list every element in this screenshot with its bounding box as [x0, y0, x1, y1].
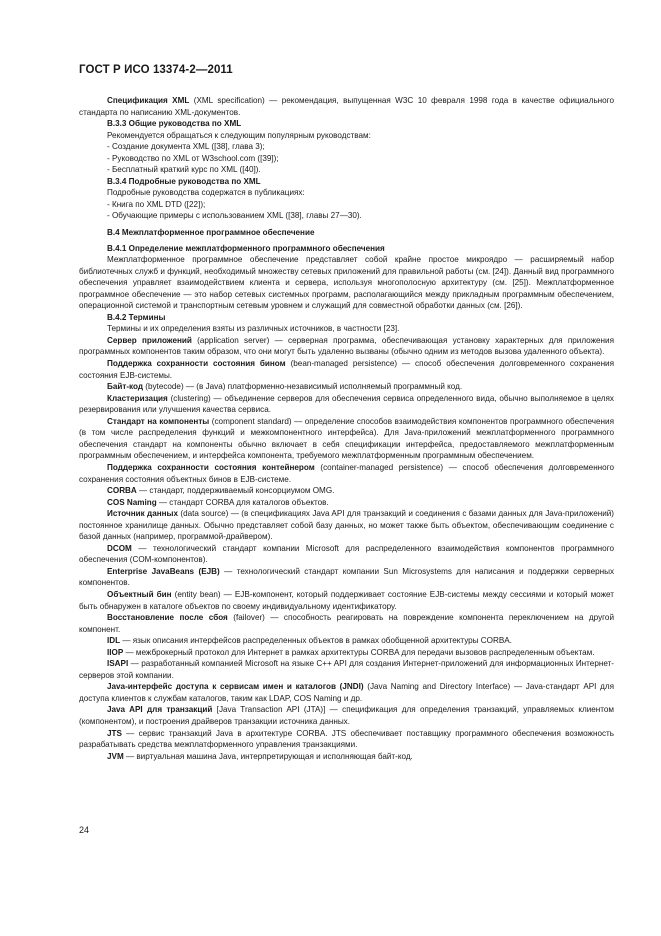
term: Восстановление после сбоя: [107, 613, 228, 623]
term: ISAPI: [107, 659, 129, 669]
term: Стандарт на компоненты: [107, 416, 210, 426]
paragraph-text: (container-managed persistence) — способ обеспечения долговременного сохранения состояния объектных бинов в EJB-системе.: [79, 462, 614, 484]
paragraph: [79, 704, 614, 727]
paragraph-text: - Книга по XML DTD ([22]);: [107, 199, 206, 209]
term: Объектный бин: [107, 589, 172, 599]
section-heading: [79, 243, 614, 255]
paragraph-text: (data source) — (в спецификациях Java API для транзакций и соединения с базами данных для Java-приложений) постоянное хранилище данных. Обычно представляет собой базу данных, но может также быть объектом, обеспечивающим соединение с базой данных (например, программой-драйвером).: [79, 509, 615, 542]
paragraph: [79, 543, 614, 566]
paragraph-text: (entity bean) — EJB-компонент, который поддерживает состояние EJB-системы между сессиями и который может быть обнаружен в каталоге объектов по своему индивидуальному идентификатору.: [79, 589, 614, 611]
paragraph-text: - Руководство по XML от W3school.com ([39]);: [107, 153, 279, 163]
term: Источник данных: [107, 509, 179, 519]
paragraph-text: — технологический стандарт компании Microsoft для распределенного взаимодействия компонентов программного обеспечения (COM-компонентов).: [79, 543, 614, 565]
paragraph-text: (bytecode) — (в Java) платформенно-независимый исполняемый программный код.: [143, 382, 463, 392]
paragraph: [79, 728, 614, 751]
paragraph-text: — межброкерный протокол для Интернет в рамках архитектуры CORBA для передачи вызовов распределенным объектам.: [123, 647, 595, 657]
paragraph-text: — виртуальная машина Java, интерпретирующая и исполняющая байт-код.: [123, 751, 413, 761]
paragraph-text: — технологический стандарт компании Sun Microsystems для написания и поддержки серверных компонентов.: [79, 566, 614, 588]
term: COS Naming: [107, 497, 157, 507]
paragraph: [79, 199, 614, 211]
paragraph-text: (XML specification) — рекомендация, выпущенная W3C 10 февраля 1998 года в качестве официального стандарта по написанию XML-документов.: [79, 96, 614, 117]
paragraph-text: - Бесплатный краткий курс по XML ([40]).: [107, 165, 261, 175]
term: Поддержка сохранности состояния бином: [107, 359, 286, 369]
paragraph-text: (bean-managed persistence) — способ обеспечения долговременного сохранения состояния EJB-системы.: [79, 359, 614, 380]
paragraph-text: [Java Transaction API (JTA)] — спецификация для определения транзакций, управляемых клиентом (компонентом), и построения драйверов транзакции источника данных.: [79, 705, 614, 726]
term: Java-интерфейс доступа к сервисам имен и каталогов (JNDI): [107, 682, 364, 692]
document-body: [79, 95, 614, 762]
paragraph: [79, 141, 614, 153]
paragraph-text: Межплатформенное программное обеспечение представляет собой крайне простое микроядро — расширяемый набор библиотечных служб и функций, необходимый множеству сетевых приложений для правильной работы (см. [24]). Данный вид программного обеспечения управляет взаимодействием клиента и сервера, используя многополосную архитектуру (см. [25]). Межплатформенное программное обеспечение — это набор сетевых системных программ, располагающийся между прикладным программным обеспечением, операционной системой и транспортным сетевым уровнем и служащий для совместной обработки данных (см. [26]).: [79, 255, 614, 311]
paragraph: [79, 187, 614, 199]
paragraph-text: — разработанный компанией Microsoft на языке C++ API для создания Интернет-приложений для информационных Интернет-серверов этой компании.: [79, 659, 614, 680]
paragraph-text: (failover) — способность реагировать на повреждение компонента переключением на другой компонент.: [79, 613, 614, 634]
term: IDL: [107, 636, 121, 646]
paragraph-text: - Обучающие примеры с использованием XML ([38], главы 27—30).: [107, 211, 362, 221]
paragraph: [79, 485, 614, 497]
paragraph: [79, 497, 614, 509]
paragraph: [79, 393, 614, 416]
paragraph-text: - Создание документа XML ([38], глава 3);: [107, 142, 265, 152]
paragraph: [79, 358, 614, 381]
paragraph-text: (clustering) — объединение серверов для обеспечения сервиса определенного вида, обычно выполняемое в целях резервирования или улучшения качества сервиса.: [79, 393, 614, 415]
paragraph-text: B.3.4 Подробные руководства по XML: [107, 176, 261, 186]
paragraph: [79, 612, 614, 635]
term: Кластеризация: [107, 393, 168, 403]
paragraph: [79, 462, 614, 485]
term: Enterprise JavaBeans (EJB): [107, 566, 220, 576]
paragraph-text: — стандарт CORBA для каталогов объектов.: [156, 497, 329, 507]
term: Байт-код: [107, 382, 144, 392]
term: JTS: [107, 728, 122, 738]
term: Сервер приложений: [107, 335, 192, 345]
paragraph: [79, 681, 614, 704]
paragraph: [79, 508, 614, 543]
paragraph: [79, 589, 614, 612]
paragraph: [79, 658, 614, 681]
term: JVM: [107, 751, 124, 761]
section-heading: [79, 227, 614, 239]
paragraph: [79, 381, 614, 393]
paragraph: [79, 153, 614, 165]
paragraph: [79, 416, 614, 462]
paragraph: [79, 254, 614, 312]
paragraph-text: (application server) — серверная программа, обеспечивающая установку характерных для приложения программных компонентов таким образом, что они могут быть удаленно вызваны (обычно одним из методов вызова удаленного объекта).: [79, 335, 614, 357]
paragraph: [79, 647, 614, 659]
section-heading: [79, 176, 614, 188]
paragraph: [79, 210, 614, 222]
paragraph: [79, 164, 614, 176]
paragraph-text: Подробные руководства содержатся в публикациях:: [107, 188, 305, 198]
page-number: 24: [79, 825, 90, 835]
term: Java API для транзакций: [107, 705, 213, 715]
paragraph-text: — язык описания интерфейсов распределенных объектов в рамках обобщенной архитектуры CORBA.: [120, 636, 512, 646]
section-heading: [79, 118, 614, 130]
paragraph: [79, 635, 614, 647]
paragraph: [79, 323, 614, 335]
paragraph: [79, 95, 614, 118]
document-header: ГОСТ Р ИСО 13374-2—2011: [79, 64, 233, 76]
section-heading: [79, 312, 614, 324]
paragraph-text: (Java Naming and Directory Interface) — Java-стандарт API для доступа клиентов к службам каталогов, таким как LDAP, COS Naming и др.: [79, 682, 614, 703]
paragraph: [79, 335, 614, 358]
paragraph-text: B.4.2 Термины: [107, 312, 166, 322]
term: Поддержка сохранности состояния контейнером: [107, 462, 315, 472]
paragraph-text: — стандарт, поддерживаемый консорциумом OMG.: [136, 486, 335, 496]
paragraph: [79, 130, 614, 142]
paragraph-text: Термины и их определения взяты из различных источников, в частности [23].: [107, 324, 400, 334]
paragraph-text: B.4 Межплатформенное программное обеспечение: [107, 228, 315, 238]
paragraph-text: Рекомендуется обращаться к следующим популярным руководствам:: [107, 130, 371, 140]
paragraph: [79, 566, 614, 589]
paragraph: [79, 751, 614, 763]
term: DCOM: [107, 543, 132, 553]
term: Спецификация XML: [107, 96, 190, 105]
paragraph-text: — сервис транзакций Java в архитектуре CORBA. JTS обеспечивает поставщику программного обеспечения возможность разрабатывать средства межплатформенного управления транзакциями.: [79, 728, 614, 750]
term: CORBA: [107, 486, 137, 496]
term: IIOP: [107, 647, 124, 657]
paragraph-text: (component standard) — определение способов взаимодействия компонентов программного обеспечения (в том числе распределения функций и межкомпонентного интерфейса). Для Java-приложений межплатформенного программного обеспечения стандарт на компоненты обычно включает в себя спецификации интерфейса, предоставляемого межплатформенным программным обеспечением, и интерфейса компонента, требуемого межплатформенным программным обеспечением.: [79, 416, 614, 461]
paragraph-text: B.3.3 Общие руководства по XML: [107, 119, 242, 129]
paragraph-text: B.4.1 Определение межплатформенного программного обеспечения: [107, 243, 385, 253]
